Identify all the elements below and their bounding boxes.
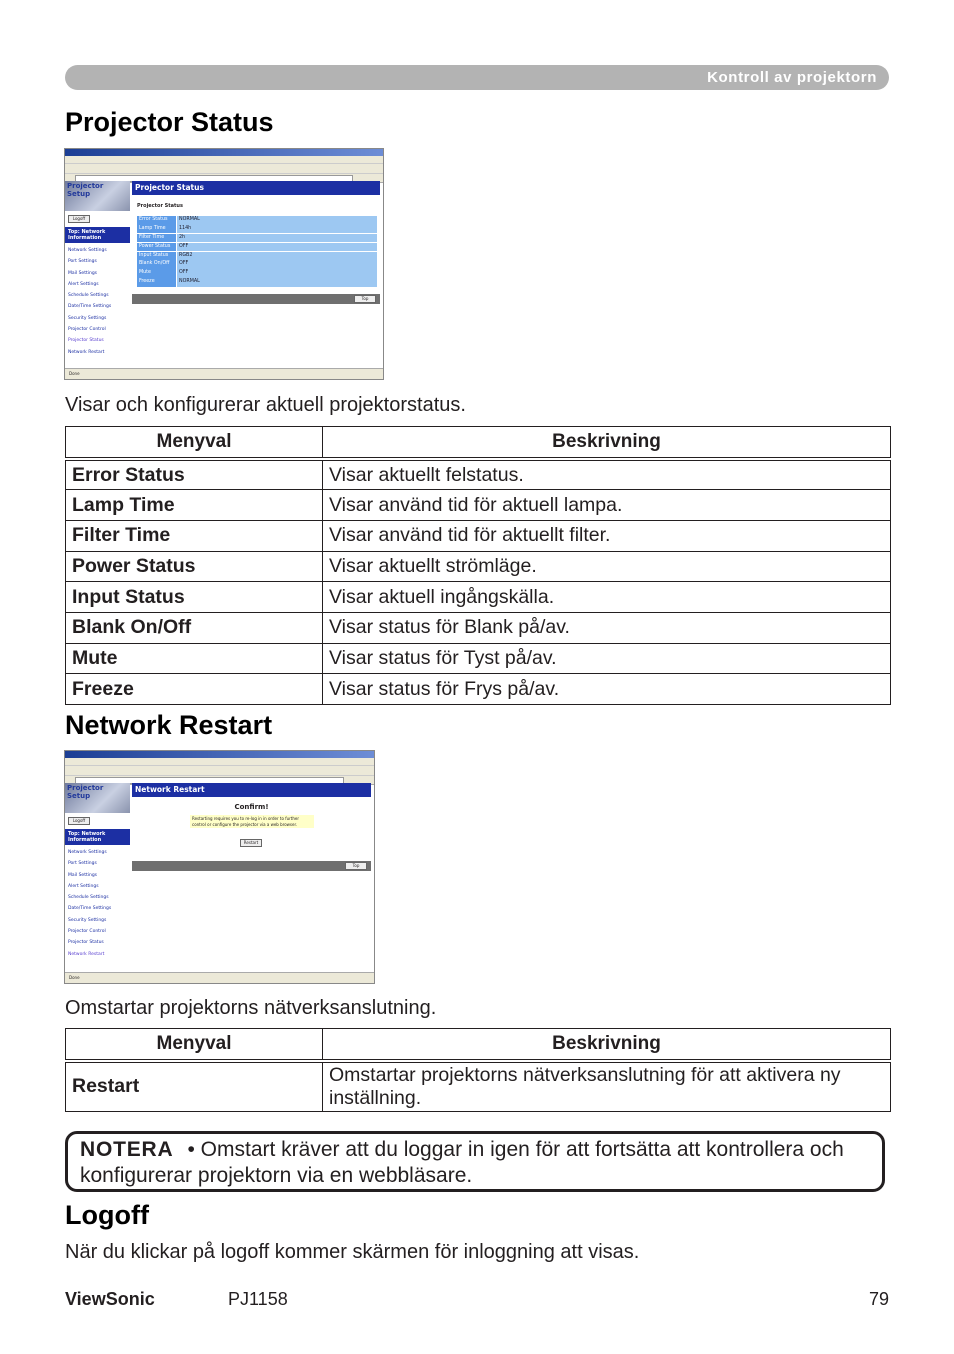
status-row <box>137 269 377 278</box>
table-header-row <box>66 1029 891 1062</box>
status-grid <box>137 216 377 287</box>
panel-header: Projector Status <box>132 181 380 195</box>
table-row <box>66 1061 891 1111</box>
status-value: OFF <box>177 269 377 278</box>
panel-subtitle: Projector Status <box>137 203 183 209</box>
projector-setup-logo: Projector Setup <box>65 181 130 211</box>
network-restart-table <box>65 1028 891 1112</box>
nav-port-settings[interactable]: Port Settings <box>68 861 97 867</box>
network-restart-lead: Omstartar projektorns nätverksanslutning. <box>65 997 437 1019</box>
row-item: Error Status <box>66 459 323 490</box>
window-menubar <box>65 156 383 164</box>
footer-band <box>132 861 371 871</box>
sidebar <box>65 181 130 369</box>
projector-status-heading: Projector Status <box>65 107 274 137</box>
status-row <box>137 225 377 234</box>
row-item: Restart <box>66 1061 323 1111</box>
nav-network-restart[interactable]: Network Restart <box>68 349 105 355</box>
browser-status-bar: Done <box>65 368 383 379</box>
table-row <box>66 674 891 705</box>
nav-security-settings[interactable]: Security Settings <box>68 917 107 923</box>
nav-mail-settings[interactable]: Mail Settings <box>68 872 98 878</box>
nav-projector-control[interactable]: Projector Control <box>68 327 106 333</box>
window-titlebar <box>65 751 374 758</box>
status-value: 114h <box>177 225 377 234</box>
logoff-lead: När du klickar på logoff kommer skärmen för inloggning att visas. <box>65 1241 640 1263</box>
top-button[interactable]: Top <box>354 295 376 303</box>
footer-model: PJ1158 <box>228 1289 288 1309</box>
row-desc: Visar aktuellt strömläge. <box>323 551 891 582</box>
nav-projector-status[interactable]: Projector Status <box>68 940 104 946</box>
browser-status-bar: Done <box>65 972 374 983</box>
row-item: Filter Time <box>66 520 323 551</box>
row-desc: Visar aktuellt felstatus. <box>323 459 891 490</box>
nav-mail-settings[interactable]: Mail Settings <box>68 270 98 276</box>
projector-status-screenshot <box>64 148 384 380</box>
nav-network-settings[interactable]: Network Settings <box>68 248 107 253</box>
row-desc: Visar använd tid för aktuellt filter. <box>323 520 891 551</box>
footer-band <box>132 294 380 304</box>
table-row <box>66 490 891 521</box>
status-value: 2h <box>177 234 377 243</box>
footer-brand: ViewSonic <box>65 1289 155 1309</box>
page-number: 79 <box>868 1289 889 1309</box>
network-restart-heading: Network Restart <box>65 710 273 740</box>
status-row <box>137 260 377 269</box>
nav-alert-settings[interactable]: Alert Settings <box>68 883 99 889</box>
row-item: Input Status <box>66 582 323 613</box>
status-row <box>137 234 377 243</box>
sidebar <box>65 783 130 973</box>
note-box <box>65 1131 885 1192</box>
confirm-title: Confirm! <box>234 803 269 811</box>
status-row <box>137 216 377 225</box>
window-toolbar <box>65 766 374 776</box>
status-row <box>137 252 377 261</box>
row-desc: Omstartar projektorns nätverksanslutning för att aktivera ny inställning. <box>323 1061 891 1111</box>
row-item: Freeze <box>66 674 323 705</box>
restart-message: Restarting requires you to re-log in in order to further control or configure the projector via a web browser. <box>190 815 314 828</box>
row-desc: Visar status för Tyst på/av. <box>323 643 891 674</box>
sidebar-nav <box>65 845 130 962</box>
status-value: OFF <box>177 243 377 252</box>
status-value: RGB2 <box>177 252 377 261</box>
top-network-information[interactable]: Top: Network Information <box>65 227 130 243</box>
status-key: Filter Time <box>137 234 176 243</box>
window-menubar <box>65 758 374 766</box>
status-value: NORMAL <box>177 216 377 225</box>
nav-port-settings[interactable]: Port Settings <box>68 259 97 265</box>
col-description: Beskrivning <box>323 427 891 460</box>
status-value: NORMAL <box>177 278 377 287</box>
col-menu-item: Menyval <box>66 1029 323 1062</box>
table-header-row <box>66 427 891 460</box>
section-label: Kontroll av projektorn <box>707 69 877 86</box>
nav-network-restart[interactable]: Network Restart <box>68 951 105 957</box>
restart-button[interactable]: Restart <box>240 839 262 847</box>
window-titlebar <box>65 149 383 156</box>
row-desc: Visar använd tid för aktuell lampa. <box>323 490 891 521</box>
projector-status-lead: Visar och konfigurerar aktuell projektorstatus. <box>65 394 466 416</box>
nav-projector-control[interactable]: Projector Control <box>68 929 106 935</box>
status-key: Freeze <box>137 278 176 287</box>
status-key: Mute <box>137 269 176 278</box>
note-text: • Omstart kräver att du loggar in igen för att fortsätta att kontrollera och konfigurerar projektorn via en webbläsare. <box>80 1138 844 1187</box>
table-row <box>66 520 891 551</box>
nav-network-settings[interactable]: Network Settings <box>68 850 107 855</box>
note-tag: NOTERA <box>80 1138 174 1161</box>
status-key: Input Status <box>137 252 176 261</box>
row-item: Blank On/Off <box>66 612 323 643</box>
status-key: Error Status <box>137 216 176 225</box>
row-desc: Visar status för Blank på/av. <box>323 612 891 643</box>
nav-datetime-settings[interactable]: Date/Time Settings <box>68 304 112 310</box>
main-panel <box>132 783 371 973</box>
status-row <box>137 243 377 252</box>
top-button[interactable]: Top <box>345 862 367 870</box>
status-row <box>137 278 377 287</box>
row-item: Mute <box>66 643 323 674</box>
top-network-information[interactable]: Top: Network Information <box>65 829 130 845</box>
panel-header: Network Restart <box>132 783 371 797</box>
logoff-button[interactable]: Logoff <box>68 817 90 825</box>
window-toolbar <box>65 164 383 174</box>
projector-status-table <box>65 426 891 705</box>
col-menu-item: Menyval <box>66 427 323 460</box>
nav-schedule-settings[interactable]: Schedule Settings <box>68 293 109 299</box>
table-row <box>66 582 891 613</box>
logoff-heading: Logoff <box>65 1200 149 1230</box>
header-bar <box>65 65 889 90</box>
main-panel <box>132 181 380 369</box>
network-restart-screenshot <box>64 750 375 984</box>
nav-security-settings[interactable]: Security Settings <box>68 315 107 321</box>
nav-projector-status[interactable]: Projector Status <box>68 338 104 344</box>
nav-schedule-settings[interactable]: Schedule Settings <box>68 895 109 901</box>
sidebar-nav <box>65 243 130 360</box>
nav-datetime-settings[interactable]: Date/Time Settings <box>68 906 112 912</box>
row-item: Lamp Time <box>66 490 323 521</box>
status-key: Blank On/Off <box>137 260 176 269</box>
logoff-button[interactable]: Logoff <box>68 215 90 223</box>
projector-setup-logo: Projector Setup <box>65 783 130 813</box>
browser-content <box>65 181 383 369</box>
browser-content <box>65 783 374 973</box>
row-desc: Visar aktuell ingångskälla. <box>323 582 891 613</box>
status-key: Power Status <box>137 243 176 252</box>
table-row <box>66 612 891 643</box>
status-value: OFF <box>177 260 377 269</box>
status-key: Lamp Time <box>137 225 176 234</box>
row-item: Power Status <box>66 551 323 582</box>
table-row <box>66 551 891 582</box>
nav-alert-settings[interactable]: Alert Settings <box>68 281 99 287</box>
table-row <box>66 643 891 674</box>
col-description: Beskrivning <box>323 1029 891 1062</box>
table-row <box>66 459 891 490</box>
row-desc: Visar status för Frys på/av. <box>323 674 891 705</box>
